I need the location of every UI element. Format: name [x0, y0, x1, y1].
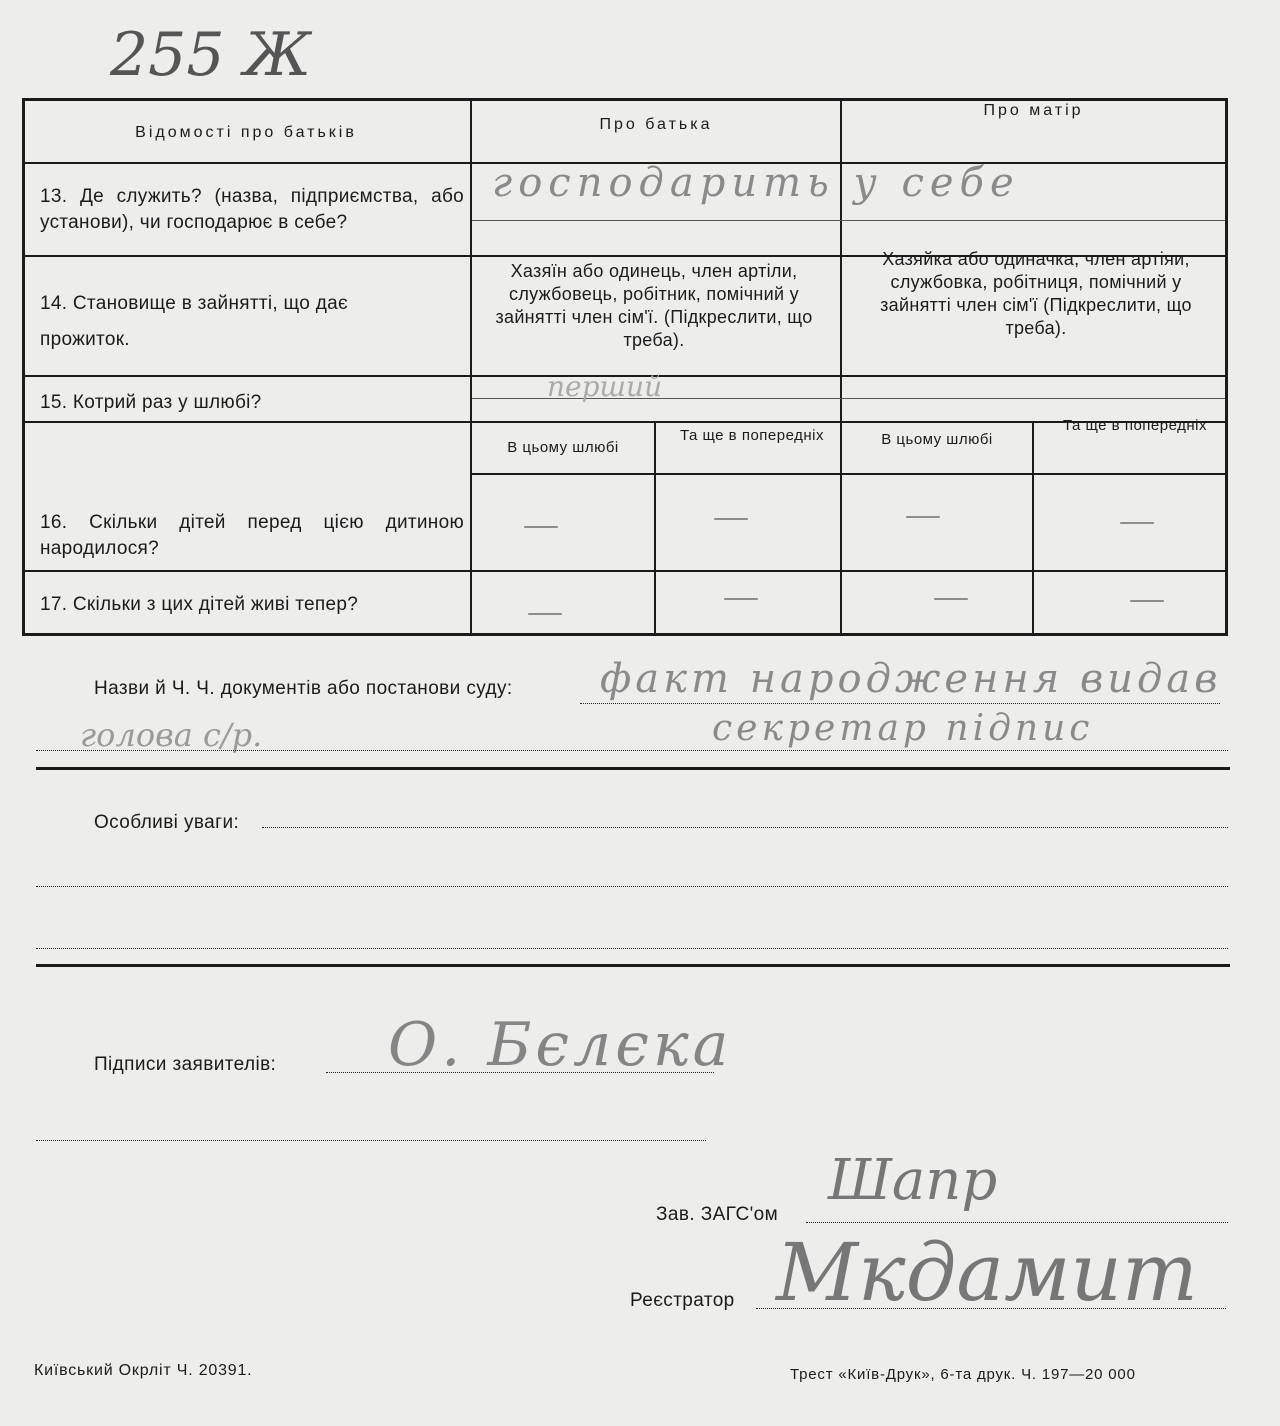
handwritten-documents-line2-right: секретар підпис [712, 708, 1094, 749]
father-previous-header: Та ще в попередніх [680, 427, 824, 444]
dash-mark [1130, 600, 1164, 602]
dash-mark [528, 613, 562, 615]
applicants-signature-label: Підписи заявителів: [94, 1054, 277, 1075]
parents-info-table [22, 98, 1228, 636]
head-of-registry-label: Зав. ЗАГС'ом [656, 1204, 779, 1225]
registrar-signature: Мкдамит [776, 1226, 1198, 1319]
dash-mark [1120, 522, 1154, 524]
dash-mark [524, 526, 558, 528]
documents-label: Назви й Ч. Ч. документів або постанови суду: [94, 678, 513, 699]
mother-occupation-options: Хазяйка або одиначка, член артіяи, службовка, робітниця, помічний у зайнятті член сім'ї (Підкреслити, що треба). [880, 249, 1192, 338]
question-15: 15. Котрий раз у шлюбі? [40, 392, 262, 413]
remarks-label: Особливі уваги: [94, 812, 240, 833]
father-occupation-options: Хазяїн або одинець, член артіли, службовець, робітник, помічний у зайнятті член сім'ї. (Підкреслити, що треба). [495, 261, 813, 350]
header-about-father: Про батька [599, 116, 713, 133]
mother-this-marriage-header: В цьому шлюбі [881, 431, 993, 448]
footer-left: Київський Окрліт Ч. 20391. [34, 1362, 253, 1379]
dash-mark [934, 598, 968, 600]
dash-mark [906, 516, 940, 518]
applicant-signature: О. Бєлєка [388, 1010, 733, 1080]
question-17: 17. Скільки з цих дітей живі тепер? [40, 594, 359, 615]
handwritten-marriage-count: перший [547, 370, 663, 403]
top-handwritten-note: 255 Ж [110, 20, 312, 90]
father-this-marriage-header: В цьому шлюбі [507, 439, 619, 456]
header-parents-info: Відомості про батьків [135, 124, 357, 141]
question-16: 16. Скільки дітей перед цією дитиною народилося? [40, 512, 464, 559]
dash-mark [714, 518, 748, 520]
handwritten-documents-line1: факт народження видав [600, 656, 1222, 702]
handwritten-occupation: господарить у себе [492, 160, 1020, 206]
question-13: 13. Де служить? (назва, підприємства, або установи), чи господарює в себе? [40, 186, 464, 233]
footer-right: Трест «Київ-Друк», 6-та друк. Ч. 197—20 000 [790, 1366, 1136, 1383]
mother-previous-header: Та ще в попередніх [1063, 417, 1207, 434]
head-of-registry-signature: Шапр [828, 1148, 998, 1213]
question-14: 14. Становище в зайнятті, що дає прожиток. [40, 293, 348, 350]
dash-mark [724, 598, 758, 600]
registrar-label: Реєстратор [630, 1290, 735, 1311]
header-about-mother: Про матір [983, 102, 1084, 119]
handwritten-documents-line2-left: голова с/р. [80, 716, 263, 754]
